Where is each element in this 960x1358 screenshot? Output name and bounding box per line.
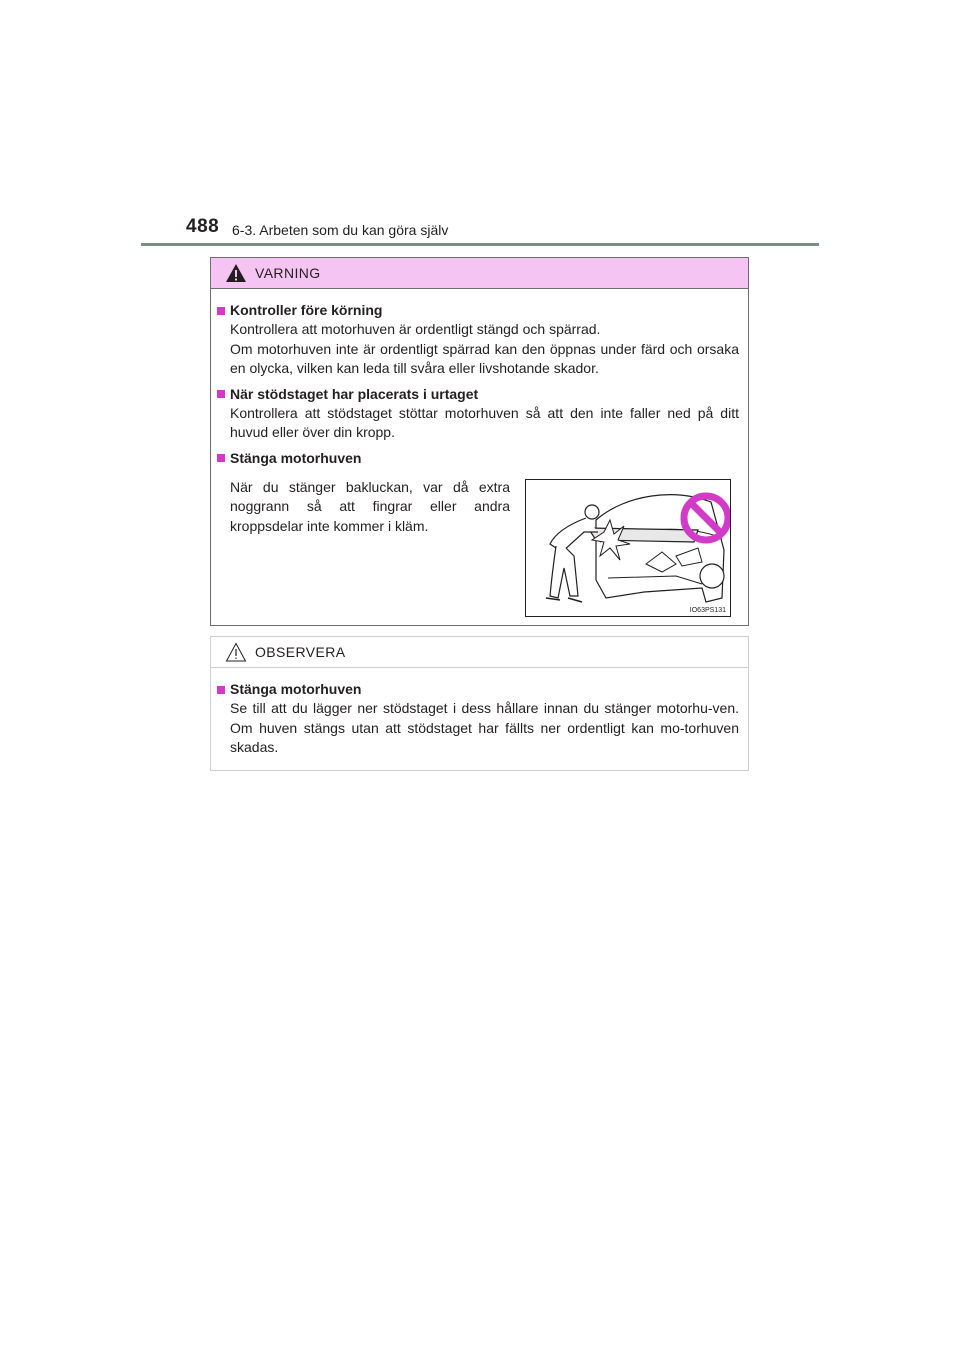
warning-item-text: Kontrollera att motorhuven är ordentligt stängd och spärrad. Om motorhuven inte är ordentligt spärrad kan den öppnas under färd och orsaka en olycka, vilken kan leda till svåra eller livshotande skador. (230, 321, 739, 376)
warning-item-text: När du stänger bakluckan, var då extra noggrann så att fingrar eller andra kroppsdelar inte kommer i kläm. (230, 478, 510, 534)
notice-item (217, 680, 739, 758)
warning-header (211, 258, 748, 289)
warning-item (217, 449, 739, 617)
notice-heading: OBSERVERA (255, 644, 346, 660)
figure-code: IO63PS131 (689, 606, 726, 614)
notice-box (210, 636, 749, 771)
square-bullet-icon (217, 390, 225, 398)
caution-triangle-icon (225, 642, 247, 662)
hood-closing-illustration (525, 479, 731, 617)
square-bullet-icon (217, 686, 225, 694)
header-rule (141, 243, 819, 246)
notice-item-title (217, 680, 739, 699)
warning-heading: VARNING (255, 265, 321, 281)
notice-header (211, 637, 748, 668)
warning-item (217, 385, 739, 443)
warning-item-with-figure (217, 468, 739, 617)
notice-item-title-text: Stänga motorhuven (230, 681, 362, 697)
warning-item-title-text: Kontroller före körning (230, 302, 383, 318)
notice-item-text: Se till att du lägger ner stödstaget i dess hållare innan du stänger motorhu-ven. Om huven stängs utan att stödstaget har fällts ner ordentligt kan mo-torhuven skadas. (230, 700, 739, 755)
warning-item-title-text: Stänga motorhuven (230, 449, 362, 466)
page-number: 488 (186, 216, 220, 237)
warning-item-title (217, 385, 739, 404)
warning-item-text: Kontrollera att stödstaget stöttar motorhuven så att den inte faller ned på ditt huvud eller över din kropp. (230, 404, 739, 440)
section-title: 6-3. Arbeten som du kan göra själv (232, 222, 449, 238)
warning-body (211, 289, 748, 617)
warning-item-title (217, 449, 739, 468)
square-bullet-icon (217, 307, 225, 315)
warning-item (217, 301, 739, 379)
notice-body (211, 668, 748, 758)
warning-item-title (217, 301, 739, 320)
warning-box (210, 257, 749, 626)
warning-triangle-icon (225, 263, 247, 283)
square-bullet-icon (217, 454, 225, 462)
warning-item-title-text: När stödstaget har placerats i urtaget (230, 385, 479, 402)
